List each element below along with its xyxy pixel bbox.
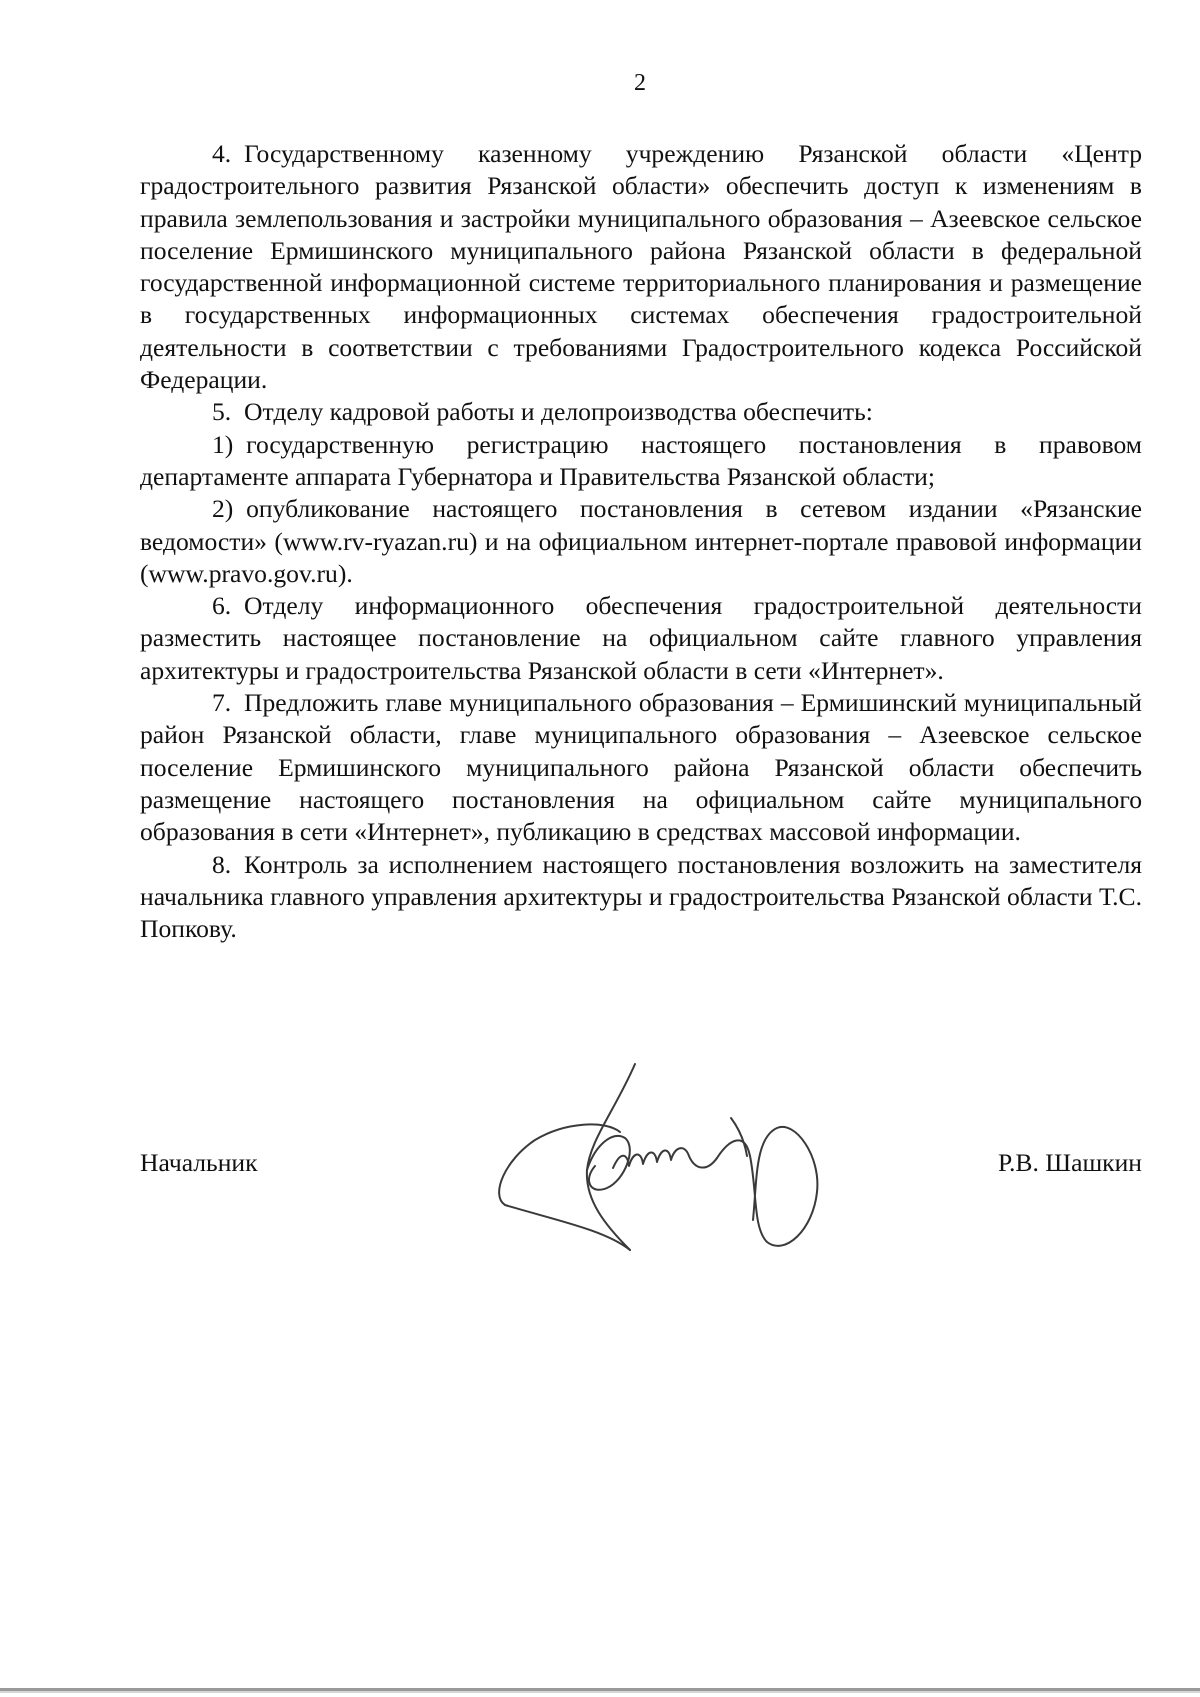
paragraph-subitem-5-1: 1) государственную регистрацию настоящего постановления в правовом департаменте аппарата Губернатора и Правительства Рязанской области;	[140, 429, 1142, 491]
paragraph-item-4: 4. Государственному казенному учреждению Рязанской области «Центр градостроительного развития Рязанской области» обеспечить доступ к изменениям в правила землепользования и застройки муниципального образования – Азеевское сельское поселение Ермишинского муниципального района Рязанской области в федеральной государственной информационной системе территориального планирования и размещение в государственных информационных системах обеспечения градостроительной деятельности в соответствии с требованиями Градостроительного кодекса Российской Федерации.	[140, 139, 1142, 395]
paragraph-item-5: 5. Отделу кадровой работы и делопроизводства обеспечить:	[212, 397, 873, 427]
paragraph-item-7: 7. Предложить главе муниципального образования – Ермишинский муниципальный район Рязанской области, главе муниципального образования – Азеевское сельское поселение Ермишинского муниципального района Рязанской области обеспечить размещение настоящего постановления на официальном сайте муниципального образования в сети «Интернет», публикацию в средствах массовой информации.	[140, 688, 1142, 847]
signatory-name: Р.В. Шашкин	[997, 1148, 1142, 1177]
paragraph-subitem-5-2: 2) опубликование настоящего постановления в сетевом издании «Рязанские ведомости» (www.rv-ryazan.ru) и на официальном интернет-портале правовой информации (www.pravo.gov.ru).	[140, 494, 1142, 588]
page-bottom-shadow	[0, 1691, 1200, 1693]
handwritten-signature	[495, 1060, 855, 1260]
paragraph-item-8: 8. Контроль за исполнением настоящего постановления возложить на заместителя начальника главного управления архитектуры и градостроительства Рязанской области Т.С. Попкову.	[140, 849, 1142, 944]
document-body	[140, 138, 1142, 945]
paragraph-item-6: 6. Отделу информационного обеспечения градостроительной деятельности разместить настоящее постановление на официальном сайте главного управления архитектуры и градостроительства Рязанской области в сети «Интернет».	[140, 591, 1142, 685]
page-number: 2	[634, 70, 646, 96]
signatory-title: Начальник	[140, 1148, 258, 1177]
